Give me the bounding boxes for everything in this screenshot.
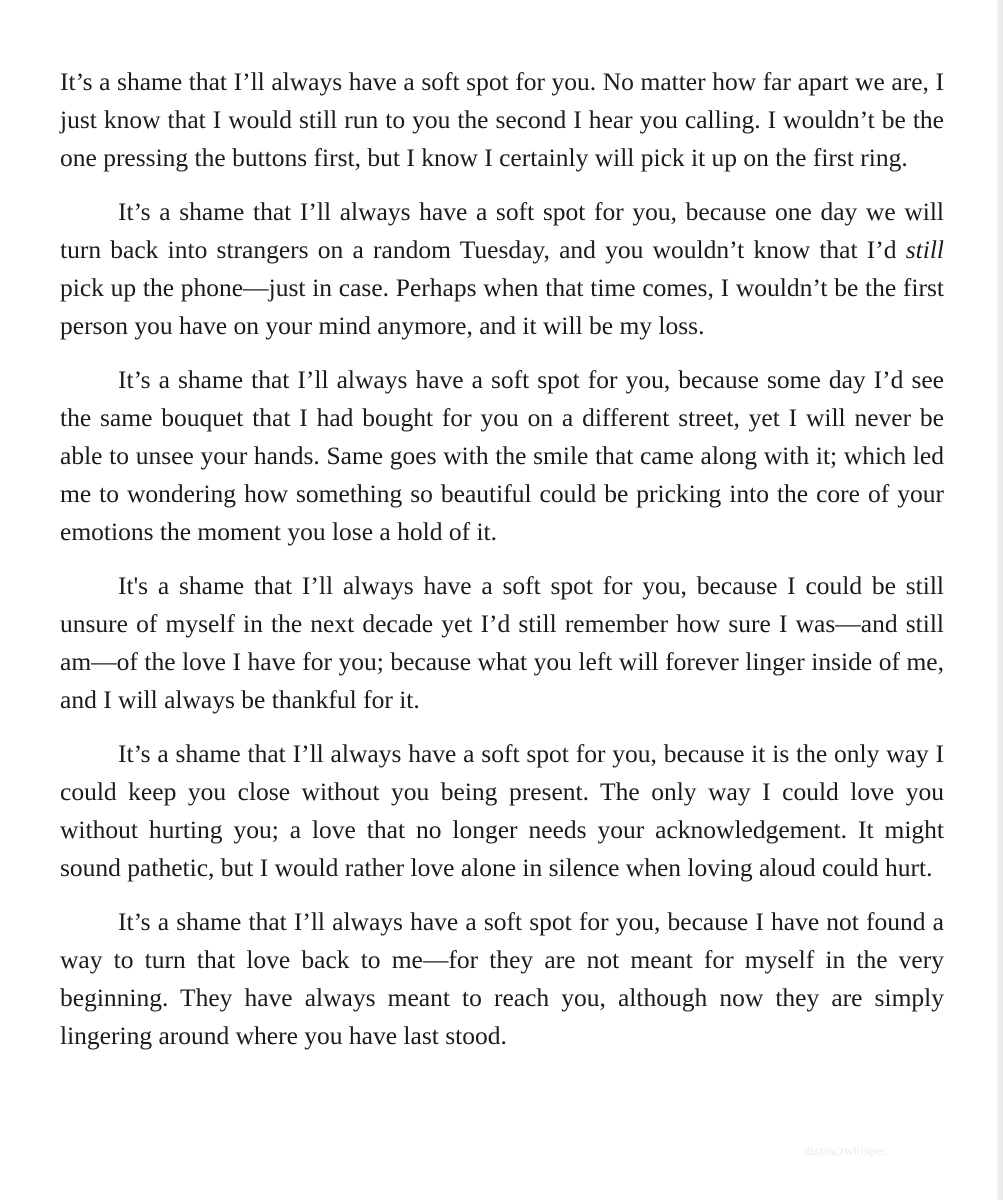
paragraph-4-text: It's a shame that I’ll always have a soft spot for you, because I could be still unsure of myself in the next decade yet I’d still remember how sure I was—and still am—of the love I have for you; because what you left will forever linger inside of me, and I will always be thankful for it. (60, 571, 944, 714)
page-edge (997, 0, 1003, 1200)
watermark: distinctwhisper. (804, 1143, 890, 1158)
paragraph-2 (60, 193, 944, 345)
paragraph-3 (60, 361, 944, 551)
paragraph-2-text-after: pick up the phone—just in case. Perhaps when that time comes, I wouldn’t be the first person you have on your mind anymore, and it will be my loss. (60, 273, 944, 340)
paragraph-5 (60, 735, 944, 887)
paragraph-5-text: It’s a shame that I’ll always have a soft spot for you, because it is the only way I could keep you close without you being present. The only way I could love you without hurting you; a love that no longer needs your acknowledgement. It might sound pathetic, but I would rather love alone in silence when loving aloud could hurt. (60, 739, 944, 882)
paragraph-1 (60, 63, 944, 177)
paragraph-3-text: It’s a shame that I’ll always have a soft spot for you, because some day I’d see the same bouquet that I had bought for you on a different street, yet I will never be able to unsee your hands. Same goes with the smile that came along with it; which led me to wondering how something so beautiful could be pricking into the core of your emotions the moment you lose a hold of it. (60, 365, 944, 546)
document-body (60, 63, 944, 1071)
paragraph-6 (60, 903, 944, 1055)
paragraph-1-text: It’s a shame that I’ll always have a soft spot for you. No matter how far apart we are, I just know that I would still run to you the second I hear you calling. I wouldn’t be the one pressing the buttons first, but I know I certainly will pick it up on the first ring. (60, 67, 944, 172)
paragraph-2-emphasis: still (905, 235, 944, 264)
paragraph-4 (60, 567, 944, 719)
paragraph-2-text-before: It’s a shame that I’ll always have a soft spot for you, because one day we will turn back into strangers on a random Tuesday, and you wouldn’t know that I’d (60, 197, 944, 264)
paragraph-6-text: It’s a shame that I’ll always have a soft spot for you, because I have not found a way to turn that love back to me—for they are not meant for myself in the very beginning. They have always meant to reach you, although now they are simply lingering around where you have last stood. (60, 907, 944, 1050)
